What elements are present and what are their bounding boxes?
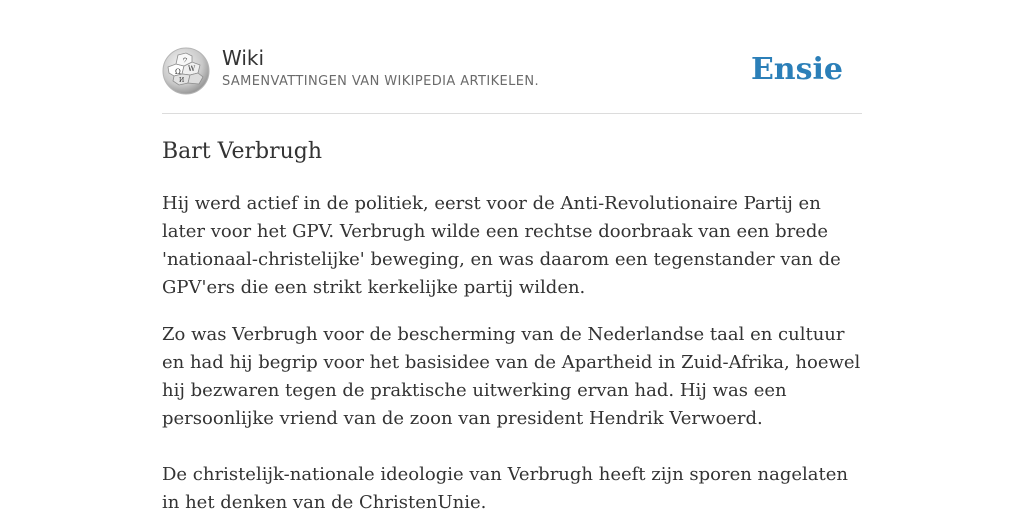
- svg-text:Ω: Ω: [175, 68, 181, 76]
- article: [162, 132, 862, 512]
- site-tagline: SAMENVATTINGEN VAN WIKIPEDIA ARTIKELEN.: [222, 74, 540, 89]
- svg-text:И: И: [179, 77, 185, 84]
- svg-text:W: W: [188, 65, 196, 73]
- site-title[interactable]: Wiki: [222, 46, 265, 70]
- article-paragraph: Hij werd actief in de politiek, eerst voor de Anti-Revolutionaire Partij en later voor het GPV. Verbrugh wilde een rechtse doorbraak van een brede 'nationaal-christelijke' beweging, en was daarom een tegenstander van de GPV'ers die een strikt kerkelijke partij wilden.: [162, 193, 841, 298]
- article-title: Bart Verbrugh: [162, 139, 323, 164]
- svg-text:ウ: ウ: [182, 57, 189, 64]
- ensie-brand-link[interactable]: Ensie: [750, 52, 843, 87]
- wikipedia-globe-icon[interactable]: [162, 47, 210, 95]
- article-paragraph: De christelijk-nationale ideologie van Verbrugh heeft zijn sporen nagelaten in het denken van de ChristenUnie.: [162, 464, 849, 512]
- site-header: [162, 44, 862, 114]
- article-paragraph: Zo was Verbrugh voor de bescherming van de Nederlandse taal en cultuur en had hij begrip voor het basisidee van de Apartheid in Zuid-Afrika, hoewel hij bezwaren tegen de praktische uitwerking ervan had. Hij was een persoonlijke vriend van de zoon van president Hendrik Verwoerd.: [162, 324, 861, 429]
